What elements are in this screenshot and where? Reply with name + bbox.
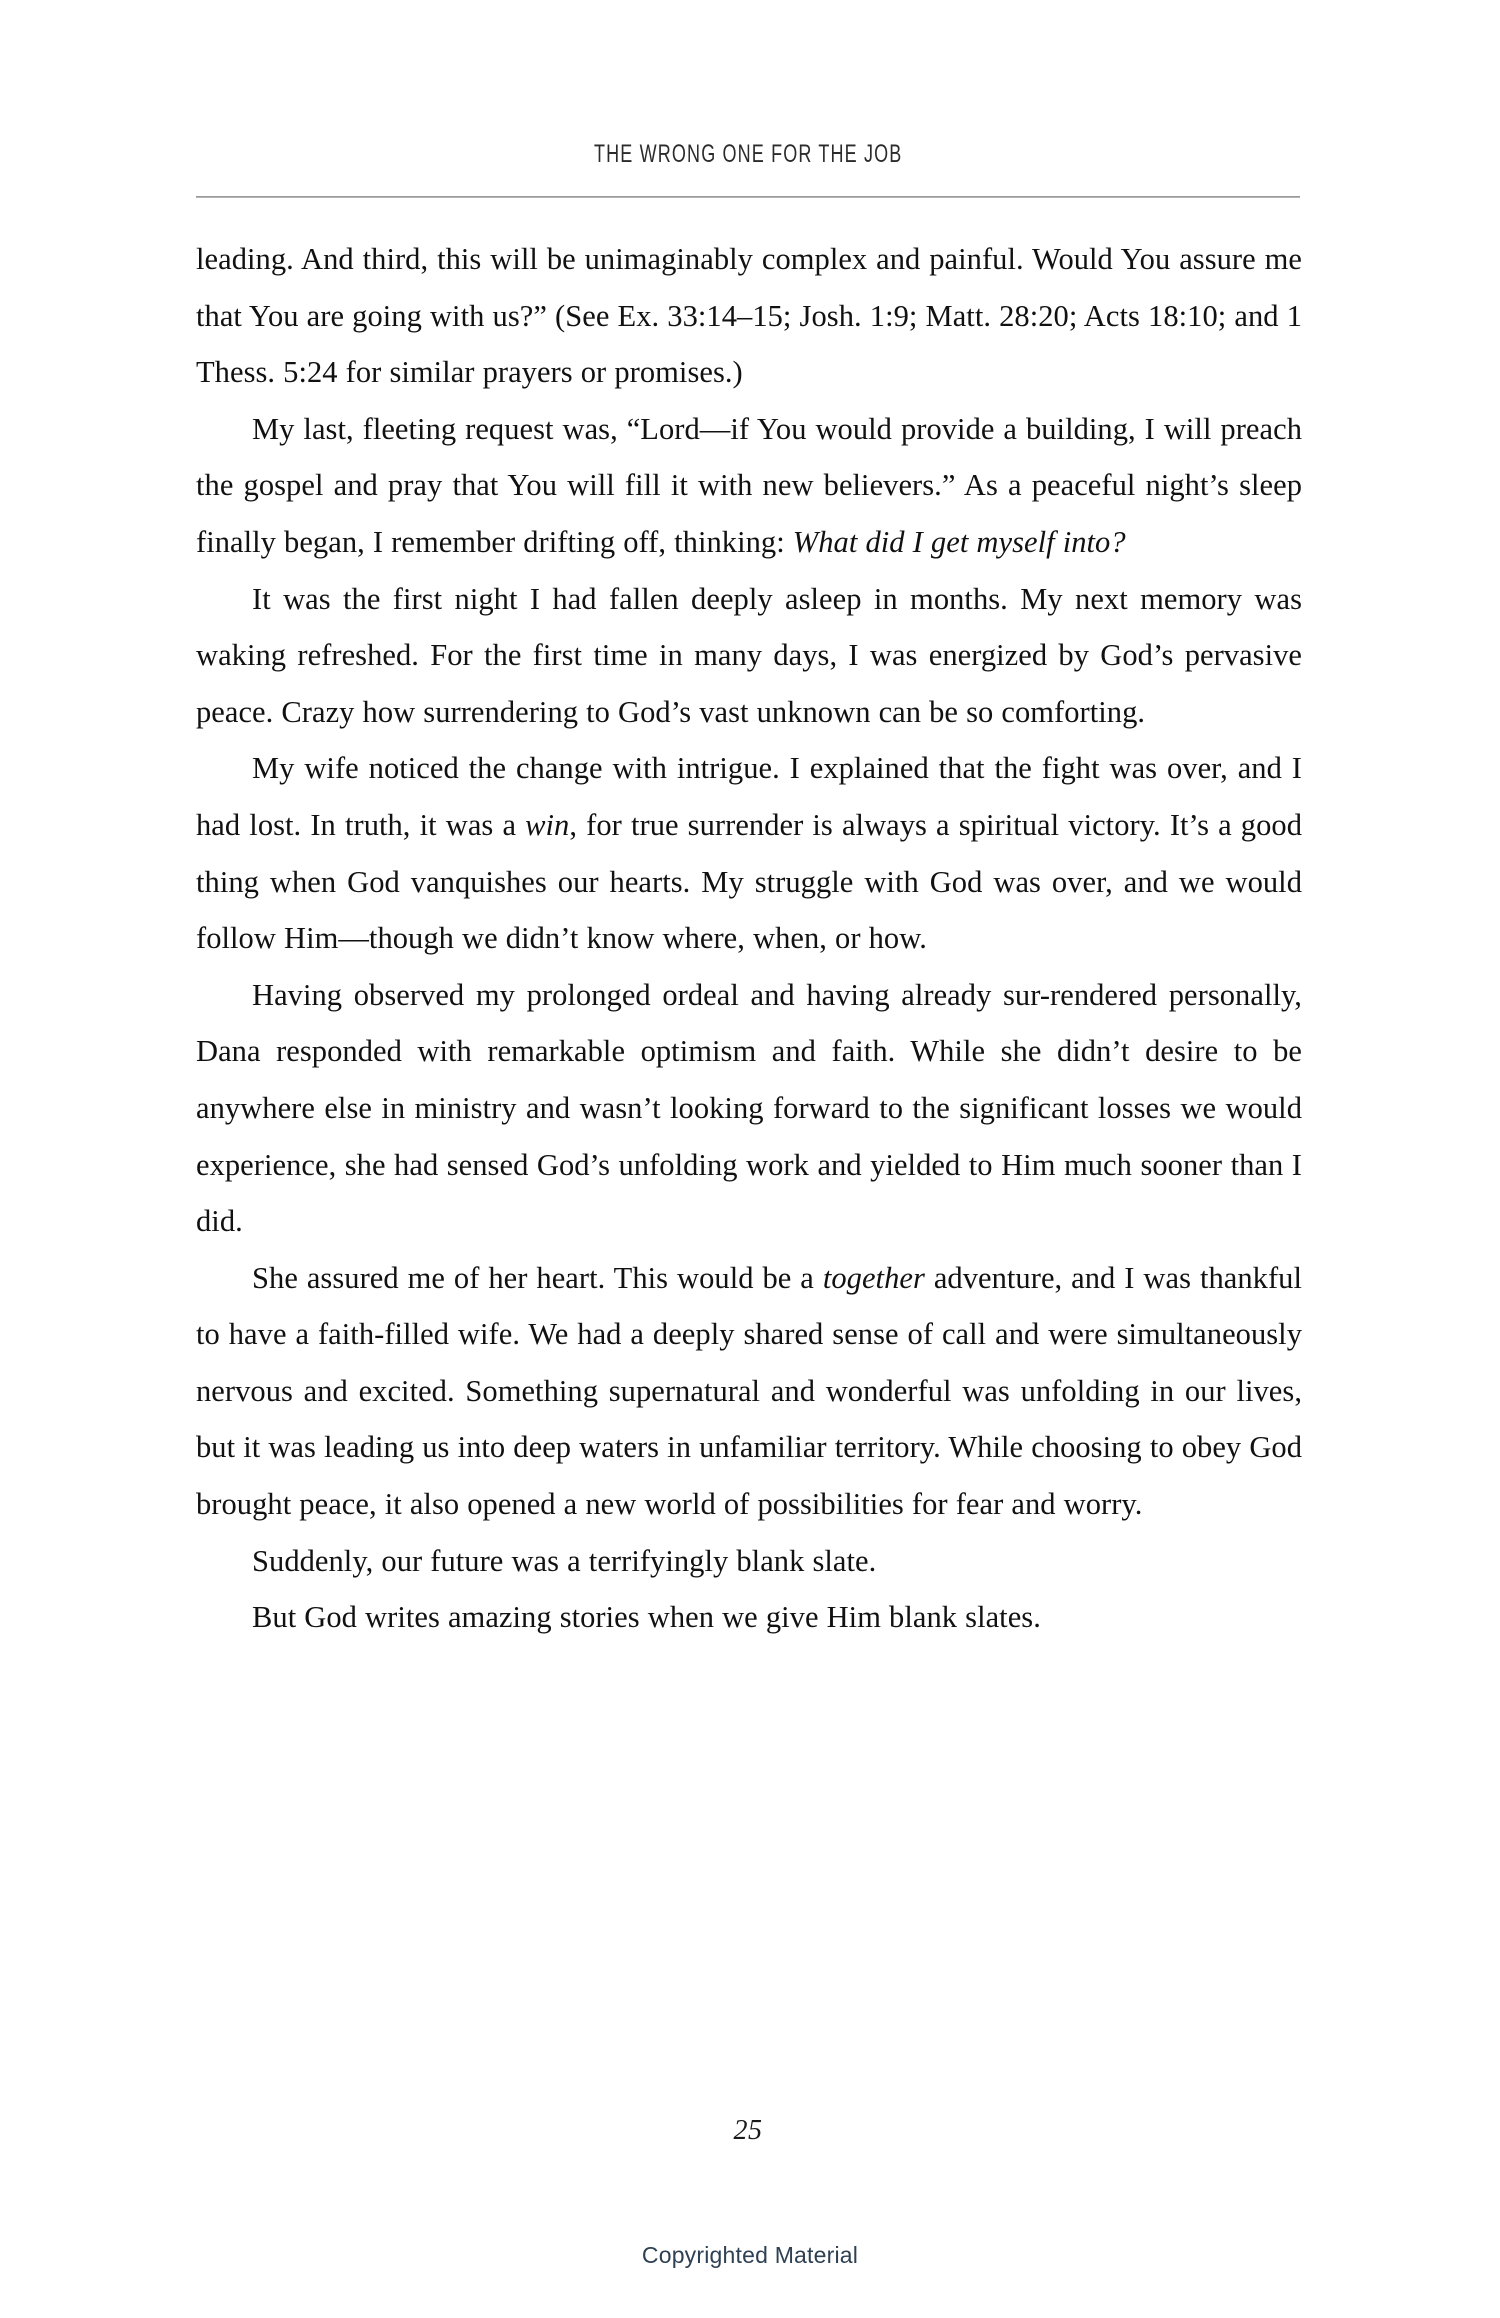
para-suddenly <box>196 1533 1302 1590</box>
header-rule-divider <box>196 196 1300 198</box>
emphasis-text: What did I get myself into? <box>792 524 1126 559</box>
body-text-run: Suddenly, our future was a terrifyingly blank slate. <box>252 1543 877 1578</box>
para-my-last-request <box>196 401 1302 571</box>
para-having-observed <box>196 967 1302 1250</box>
running-head-container <box>196 140 1300 169</box>
para-but-god-writes <box>196 1589 1302 1646</box>
body-text-column <box>196 231 1302 1646</box>
emphasis-text: win <box>525 807 570 842</box>
copyrighted-material-notice: Copyrighted Material <box>641 2242 859 2268</box>
para-leading <box>196 231 1302 401</box>
para-she-assured-me <box>196 1250 1302 1533</box>
page-number: 25 <box>733 2115 763 2146</box>
body-text-run: My last, fleeting request was, “Lord—if You would provide a building, I will preach the gospel and pray that You will fill it with new believers.” As a peaceful night’s sleep finally began, I remember drifting off, thinking: <box>196 411 1302 559</box>
body-text-run: My wife noticed the change with intrigue. I explained that the fight was over, and I had lost. In truth, it was a <box>196 751 1302 842</box>
body-text-run: But God writes amazing stories when we give Him blank slates. <box>252 1600 1041 1635</box>
para-first-night <box>196 571 1302 741</box>
body-text-run: , for true surrender is always a spiritual victory. It’s a good thing when God vanquishes our hearts. My struggle with God was over, and we would follow Him—though we didn’t know where, when, or how. <box>196 807 1302 956</box>
body-text-run: It was the first night I had fallen deeply asleep in months. My next memory was waking refreshed. For the first time in many days, I was energized by God’s pervasive peace. Crazy how surrendering to God’s vast unknown can be so comforting. <box>196 581 1302 729</box>
body-text-run: adventure, and I was thankful to have a faith-filled wife. We had a deeply shared sense of call and were simultaneously nervous and excited. Something supernatural and wonderful was unfolding in our lives, but it was leading us into deep waters in unfamiliar territory. While choosing to obey God brought peace, it also opened a new world of possibilities for fear and worry. <box>196 1260 1302 1522</box>
emphasis-text: together <box>822 1260 925 1295</box>
body-text-run: She assured me of her heart. This would be a <box>252 1260 823 1295</box>
body-text-run: Having observed my prolonged ordeal and having already sur-rendered personally, Dana responded with remarkable optimism and faith. While she didn’t desire to be anywhere else in ministry and wasn’t looking forward to the significant losses we would experience, she had sensed God’s unfolding work and yielded to Him much sooner than I did. <box>196 977 1302 1239</box>
body-text-run: leading. And third, this will be unimaginably complex and painful. Would You assure me that You are going with us?” (See Ex. 33:14–15; Josh. 1:9; Matt. 28:20; Acts 18:10; and 1 Thess. 5:24 for similar prayers or promises.) <box>196 242 1302 390</box>
para-my-wife-noticed <box>196 740 1302 966</box>
running-head-title: THE WRONG ONE FOR THE JOB <box>593 140 903 168</box>
